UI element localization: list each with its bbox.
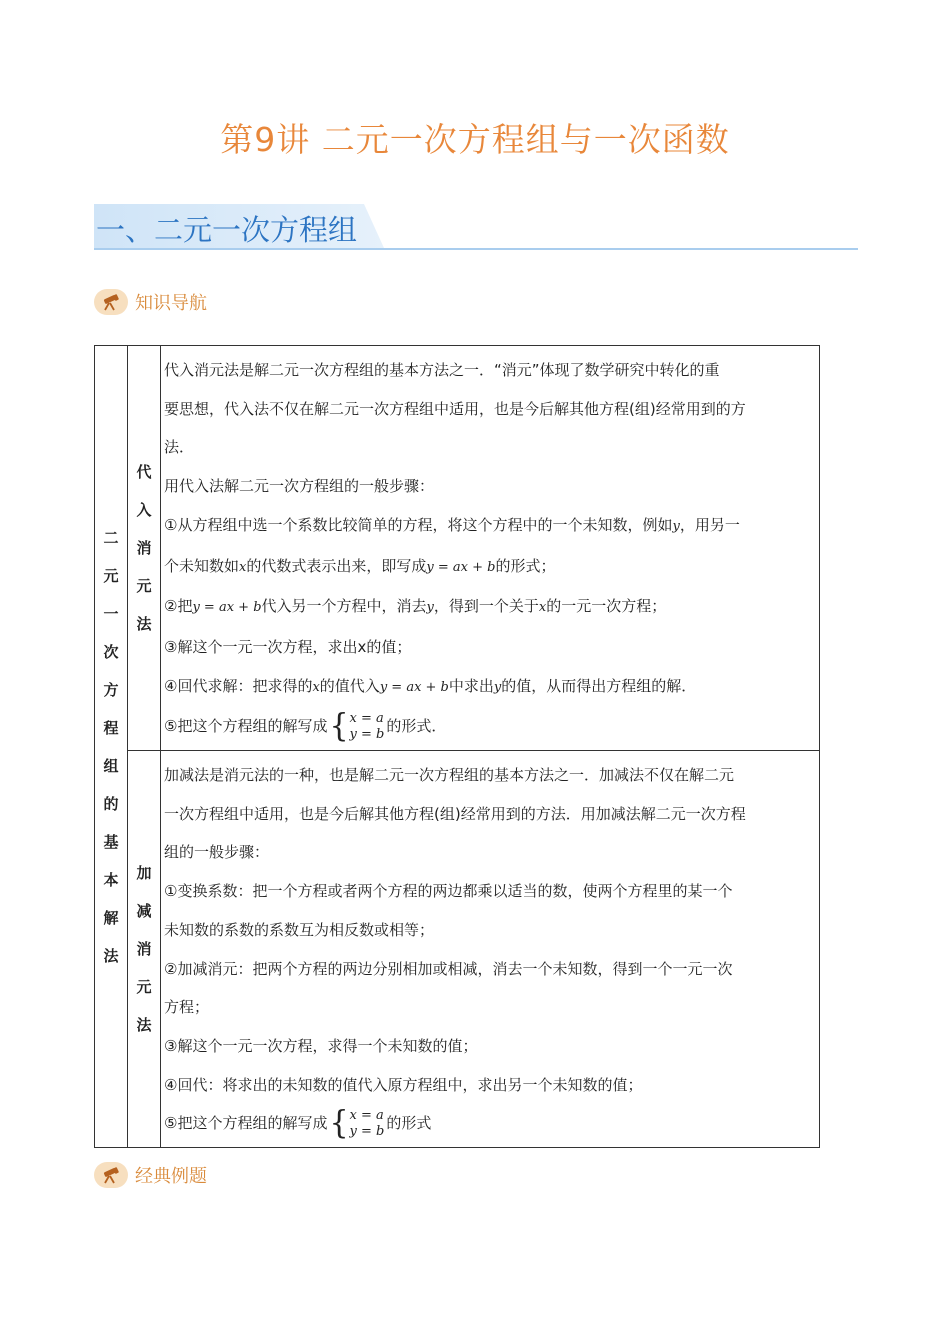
- text-line: 方程；: [164, 998, 210, 1017]
- substitution-content: [161, 346, 820, 751]
- text-line: ④回代：将求出的未知数的值代入原方程组中，求出另一个未知数的值；: [164, 1075, 643, 1094]
- addition-content: [161, 751, 820, 1148]
- step-4: ④回代求解：把求得的x的值代入y = ax + b中求出y的值，从而得出方程组的解．: [164, 676, 697, 695]
- knowledge-table: [94, 345, 820, 1148]
- text-line: 法．: [164, 438, 195, 457]
- section-title: 一、二元一次方程组: [96, 213, 358, 247]
- examples-label: 经典例题: [135, 1166, 207, 1187]
- substitution-label-cell: [128, 346, 161, 751]
- substitution-label: 代 入 消 元 法: [136, 463, 152, 634]
- equation-system: { x = a y = b: [329, 707, 385, 745]
- step-5: ⑤把这个方程组的解写成 { x = a y = b 的形式．: [164, 707, 447, 745]
- outer-label: 二 元 一 次 方 程 组 的 基 本 解 法: [103, 528, 119, 965]
- equation-system: { x = a y = b: [329, 1104, 385, 1142]
- text-line: 加减法是消元法的一种，也是解二元一次方程组的基本方法之一．加减法不仅在解二元: [164, 766, 735, 785]
- outer-label-cell: [95, 346, 128, 1148]
- knowledge-nav-label: 知识导航: [135, 293, 207, 314]
- section-header: [94, 204, 858, 250]
- telescope-icon: [94, 1162, 128, 1188]
- addition-label: 加 减 消 元 法: [136, 864, 152, 1035]
- examples-heading: [94, 1160, 207, 1190]
- text-line: ②加减消元：把两个方程的两边分别相加或相减，消去一个未知数，得到一个一元一次: [164, 959, 733, 978]
- table-row: [95, 346, 820, 751]
- step-2: ②把y = ax + b代入另一个方程中，消去y，得到一个关于x的一元一次方程；: [164, 597, 667, 616]
- text-line: 要思想，代入法不仅在解二元一次方程组中适用，也是今后解其他方程(组)经常用到的方: [164, 399, 746, 418]
- step-1-line-2: 个未知数如x的代数式表示出来，即写成y = ax + b的形式；: [164, 556, 556, 575]
- text-line: 未知数的系数的系数互为相反数或相等；: [164, 920, 435, 939]
- step-5: ⑤把这个方程组的解写成 { x = a y = b 的形式: [164, 1104, 432, 1142]
- text-line: 用代入法解二元一次方程组的一般步骤：: [164, 477, 435, 496]
- text-line: 组的一般步骤：: [164, 843, 270, 862]
- step-1-line-1: ①从方程组中选一个系数比较简单的方程，将这个方程中的一个未知数，例如y，用另一: [164, 515, 740, 534]
- addition-label-cell: [128, 751, 161, 1148]
- knowledge-nav-heading: [94, 287, 207, 317]
- text-line: 代入消元法是解二元一次方程组的基本方法之一．“消元”体现了数学研究中转化的重: [164, 361, 720, 379]
- text-line: ③解这个一元一次方程，求得一个未知数的值；: [164, 1036, 478, 1055]
- page-title: 第9讲 二元一次方程组与一次函数: [220, 120, 730, 159]
- text-line: 一次方程组中适用，也是今后解其他方程(组)经常用到的方法．用加减法解二元一次方程: [164, 804, 746, 823]
- table-row: [95, 751, 820, 1148]
- telescope-icon: [94, 289, 128, 315]
- text-line: ①变换系数：把一个方程或者两个方程的两边都乘以适当的数，使两个方程里的某一个: [164, 882, 733, 901]
- step-3: ③解这个一元一次方程，求出x的值；: [164, 637, 412, 656]
